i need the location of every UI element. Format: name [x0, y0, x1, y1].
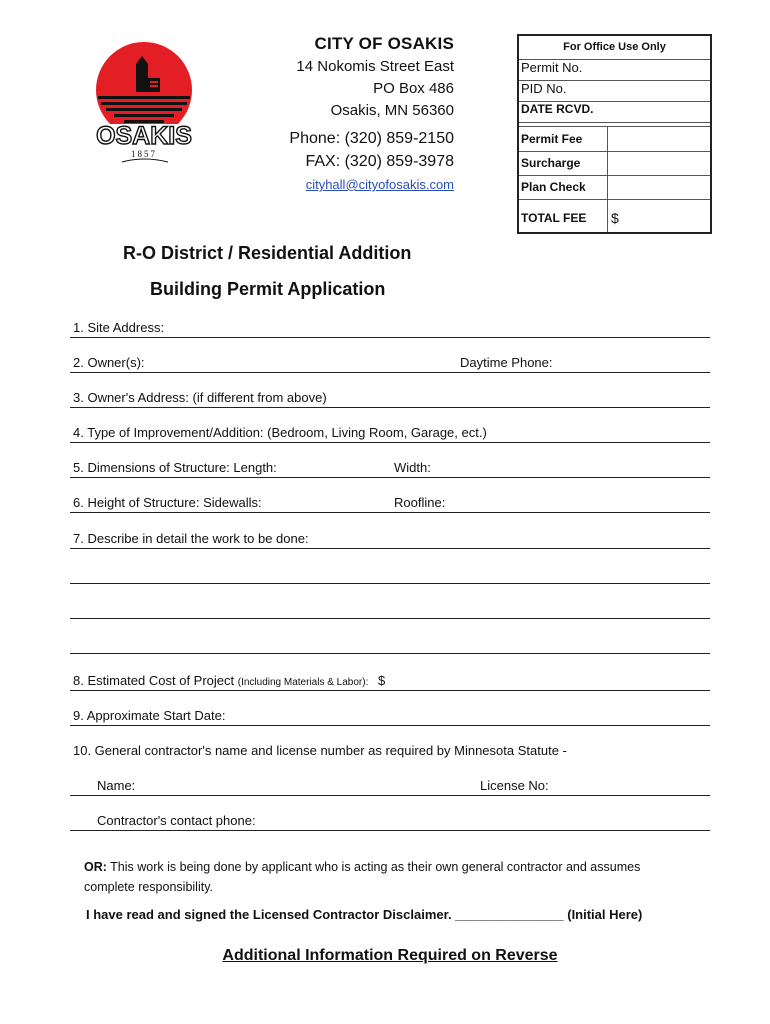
plan-check-label: Plan Check — [519, 176, 710, 200]
contractor-phone-line[interactable] — [70, 815, 710, 831]
site-address-label: 1. Site Address: — [73, 320, 165, 335]
permit-no-field: Permit No. — [519, 59, 710, 80]
pid-no-field: PID No. — [519, 80, 710, 101]
city-name: CITY OF OSAKIS — [314, 34, 454, 53]
contractor-phone-label: Contractor's contact phone: — [97, 813, 256, 828]
owners-line[interactable] — [70, 357, 710, 373]
or-label: OR: — [84, 860, 107, 874]
office-use-caption: For Office Use Only — [563, 41, 666, 53]
permit-fee-label: Permit Fee — [519, 127, 710, 152]
estimated-cost-line[interactable] — [70, 675, 710, 691]
reverse-notice: Additional Information Required on Reverse — [222, 947, 558, 964]
city-state-zip: Osakis, MN 56360 — [330, 102, 454, 119]
po-box: PO Box 486 — [373, 80, 454, 97]
contractor-name-label: Name: — [97, 778, 136, 793]
total-fee-dollar: $ — [611, 210, 619, 226]
office-use-box — [517, 34, 712, 234]
site-address-line[interactable] — [70, 322, 710, 338]
license-no-label: License No: — [480, 778, 549, 793]
describe-line-4[interactable] — [70, 638, 710, 654]
surcharge-label: Surcharge — [519, 152, 710, 176]
type-improvement-label: 4. Type of Improvement/Addition: (Bedroom, Living Room, Garage, ect.) — [73, 425, 487, 440]
date-rcvd-field: DATE RCVD. — [519, 101, 710, 123]
contractor-label: 10. General contractor's name and license number as required by Minnesota Statute - — [73, 743, 567, 758]
estimated-cost-text: 8. Estimated Cost of Project — [73, 673, 235, 688]
describe-label: 7. Describe in detail the work to be done: — [73, 531, 309, 546]
describe-line-2[interactable] — [70, 568, 710, 584]
logo-text: OSAKIS — [96, 122, 192, 150]
logo-year: 1857 — [131, 149, 157, 159]
total-fee-label: TOTAL FEE — [521, 211, 587, 225]
roofline-label: Roofline: — [394, 495, 446, 510]
application-title: Building Permit Application — [150, 279, 386, 299]
describe-line-1[interactable] — [70, 533, 710, 549]
fax: FAX: (320) 859-3978 — [305, 153, 454, 170]
dimensions-label: 5. Dimensions of Structure: Length: — [73, 460, 277, 475]
width-label: Width: — [394, 460, 431, 475]
district-title: R-O District / Residential Addition — [123, 243, 412, 263]
owners-label: 2. Owner(s): — [73, 355, 145, 370]
own-contractor-statement — [84, 857, 644, 897]
type-improvement-line[interactable] — [70, 427, 710, 443]
owners-address-line[interactable] — [70, 392, 710, 408]
start-date-label: 9. Approximate Start Date: — [73, 708, 226, 723]
estimated-cost-dollar: $ — [378, 673, 386, 688]
owners-address-label: 3. Owner's Address: (if different from above) — [73, 390, 327, 405]
contractor-name-line[interactable] — [70, 780, 710, 796]
or-text: This work is being done by applicant who is acting as their own general contractor and assumes complete responsibility. — [84, 860, 641, 894]
city-logo — [84, 40, 204, 165]
height-label: 6. Height of Structure: Sidewalls: — [73, 495, 262, 510]
disclaimer-acknowledgement: I have read and signed the Licensed Contractor Disclaimer. _______________ (Initial Here) — [86, 907, 643, 922]
dimensions-line[interactable] — [70, 462, 710, 478]
estimated-cost-note: (Including Materials & Labor): — [237, 677, 369, 688]
height-line[interactable] — [70, 497, 710, 513]
street-address: 14 Nokomis Street East — [296, 58, 454, 75]
email-link[interactable]: cityhall@cityofosakis.com — [305, 177, 454, 192]
describe-line-3[interactable] — [70, 603, 710, 619]
start-date-line[interactable] — [70, 710, 710, 726]
phone: Phone: (320) 859-2150 — [289, 130, 454, 147]
daytime-phone-label: Daytime Phone: — [460, 355, 553, 370]
